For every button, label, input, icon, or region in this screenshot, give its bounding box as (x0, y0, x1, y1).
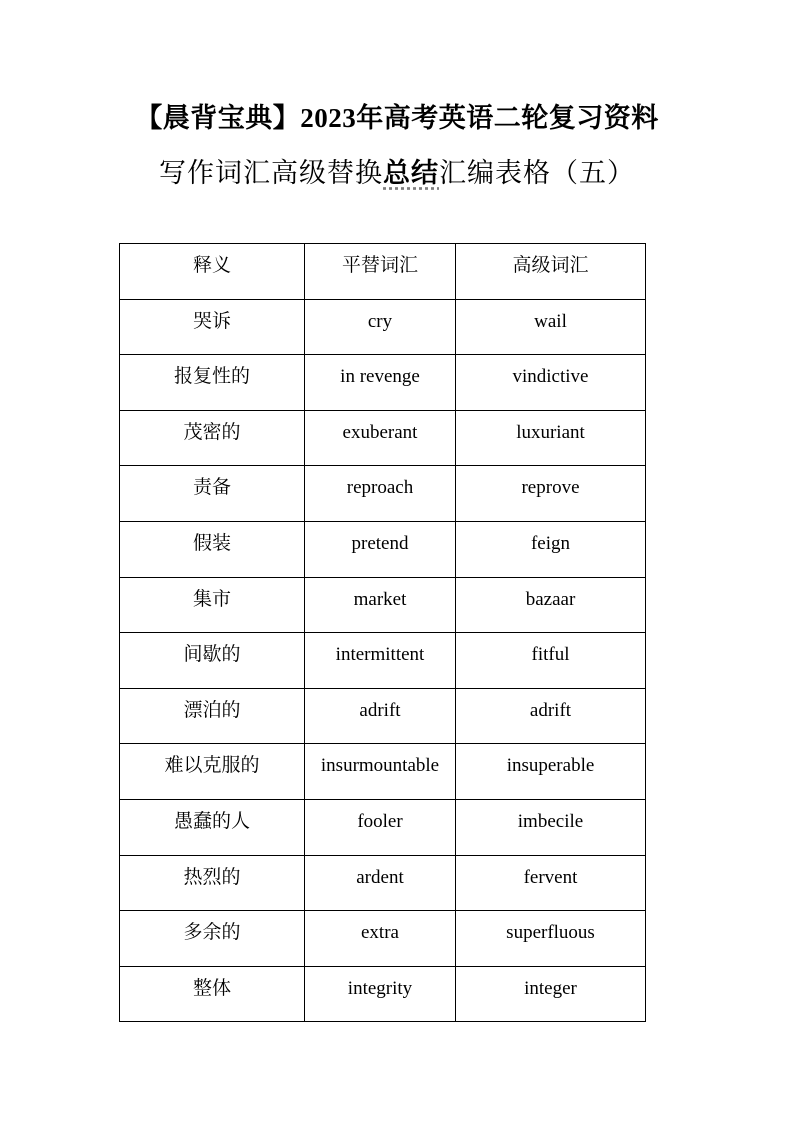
advanced-word-cell: fitful (456, 633, 646, 689)
advanced-word-cell: integer (456, 966, 646, 1022)
document-subtitle (0, 155, 794, 191)
plain-word-cell: insurmountable (305, 744, 456, 800)
advanced-word-cell: wail (456, 299, 646, 355)
header-cell-meaning: 释义 (120, 244, 305, 300)
advanced-word-cell: luxuriant (456, 410, 646, 466)
advanced-word-cell: imbecile (456, 799, 646, 855)
table-header-row (120, 244, 646, 300)
table-row (120, 855, 646, 911)
document-title: 【晨背宝典】2023年高考英语二轮复习资料 (135, 103, 659, 133)
advanced-word-cell: bazaar (456, 577, 646, 633)
header-cell-advanced-word: 高级词汇 (456, 244, 646, 300)
table-row (120, 688, 646, 744)
plain-word-cell: fooler (305, 799, 456, 855)
meaning-cell: 责备 (120, 466, 305, 522)
table-row (120, 799, 646, 855)
plain-word-cell: pretend (305, 521, 456, 577)
meaning-cell: 漂泊的 (120, 688, 305, 744)
plain-word-cell: in revenge (305, 355, 456, 411)
table-row (120, 911, 646, 967)
advanced-word-cell: superfluous (456, 911, 646, 967)
meaning-cell: 间歇的 (120, 633, 305, 689)
advanced-word-cell: adrift (456, 688, 646, 744)
table-row (120, 744, 646, 800)
meaning-cell: 集市 (120, 577, 305, 633)
table-row (120, 355, 646, 411)
table-row (120, 521, 646, 577)
plain-word-cell: extra (305, 911, 456, 967)
plain-word-cell: cry (305, 299, 456, 355)
advanced-word-cell: vindictive (456, 355, 646, 411)
plain-word-cell: reproach (305, 466, 456, 522)
subtitle-part-1: 写作词汇高级替换 (159, 158, 383, 188)
plain-word-cell: market (305, 577, 456, 633)
advanced-word-cell: insuperable (456, 744, 646, 800)
table-row (120, 299, 646, 355)
advanced-word-cell: reprove (456, 466, 646, 522)
table-row (120, 633, 646, 689)
meaning-cell: 报复性的 (120, 355, 305, 411)
table-row (120, 966, 646, 1022)
advanced-word-cell: fervent (456, 855, 646, 911)
plain-word-cell: integrity (305, 966, 456, 1022)
table-row (120, 466, 646, 522)
meaning-cell: 热烈的 (120, 855, 305, 911)
meaning-cell: 多余的 (120, 911, 305, 967)
vocabulary-table (119, 243, 646, 1022)
plain-word-cell: ardent (305, 855, 456, 911)
advanced-word-cell: feign (456, 521, 646, 577)
meaning-cell: 假装 (120, 521, 305, 577)
table-row (120, 577, 646, 633)
meaning-cell: 难以克服的 (120, 744, 305, 800)
meaning-cell: 茂密的 (120, 410, 305, 466)
meaning-cell: 整体 (120, 966, 305, 1022)
meaning-cell: 哭诉 (120, 299, 305, 355)
plain-word-cell: intermittent (305, 633, 456, 689)
table-row (120, 410, 646, 466)
plain-word-cell: exuberant (305, 410, 456, 466)
header-cell-plain-word: 平替词汇 (305, 244, 456, 300)
meaning-cell: 愚蠢的人 (120, 799, 305, 855)
subtitle-highlighted-word: 总结 (383, 158, 439, 188)
subtitle-part-2: 汇编表格（五） (439, 158, 635, 188)
plain-word-cell: adrift (305, 688, 456, 744)
